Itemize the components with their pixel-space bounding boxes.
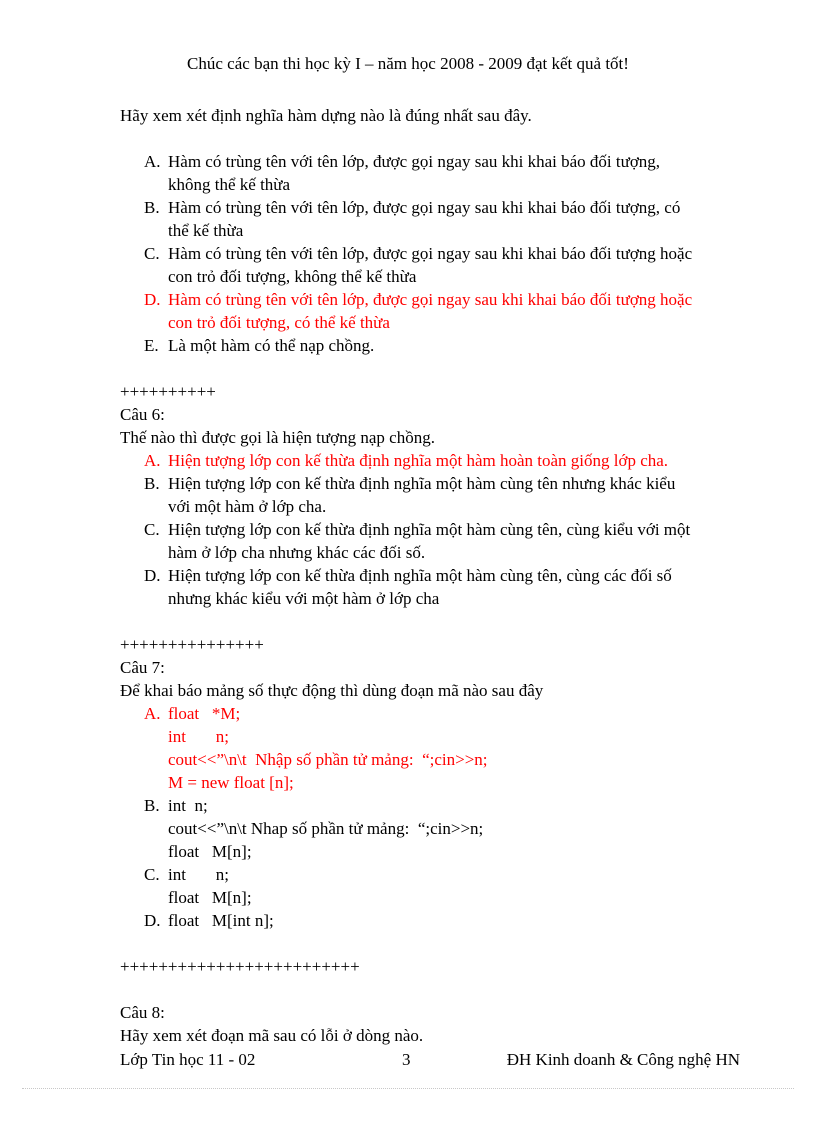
q7-option-b xyxy=(120,794,760,863)
page-number: 3 xyxy=(402,1050,411,1069)
option-letter: A. xyxy=(144,704,161,723)
q5-option-a xyxy=(120,150,760,196)
option-letter: A. xyxy=(144,451,161,470)
option-text: Hàm có trùng tên với tên lớp, được gọi ngay sau khi khai báo đối tượng, xyxy=(168,152,661,171)
option-text: Hiện tượng lớp con kế thừa định nghĩa một hàm hoàn toàn giống lớp cha. xyxy=(168,451,669,470)
q6-options xyxy=(120,449,760,610)
q8-prompt: Hãy xem xét đoạn mã sau có lỗi ở dòng nào. xyxy=(120,1026,424,1045)
option-letter: D. xyxy=(144,911,161,930)
option-text: thể kế thừa xyxy=(168,221,244,240)
option-letter: D. xyxy=(144,566,161,585)
page-content xyxy=(120,104,760,1047)
q5-options xyxy=(120,150,760,357)
option-text: con trỏ đối tượng, có thể kế thừa xyxy=(168,313,390,332)
option-text: con trỏ đối tượng, không thể kế thừa xyxy=(168,267,417,286)
code-line: float *M; xyxy=(168,704,241,723)
option-text: Là một hàm có thể nạp chồng. xyxy=(168,336,375,355)
code-line: int n; xyxy=(168,727,229,746)
option-text: không thể kế thừa xyxy=(168,175,291,194)
code-line: float M[n]; xyxy=(168,888,252,907)
page-header: Chúc các bạn thi học kỳ I – năm học 2008 - 2009 đạt kết quả tốt! xyxy=(187,54,629,73)
code-line: M = new float [n]; xyxy=(168,773,294,792)
code-line: cout<<”\n\t Nhập số phần tử mảng: “;cin>>n; xyxy=(168,750,488,769)
q7-options xyxy=(120,702,760,932)
footer-school: ĐH Kinh doanh & Công nghệ HN xyxy=(506,1050,740,1069)
q5-option-e xyxy=(120,334,760,357)
separator: +++++++++++++++ xyxy=(120,635,264,654)
option-letter: B. xyxy=(144,474,160,493)
code-line: int n; xyxy=(168,865,229,884)
q5-option-d-answer xyxy=(120,288,760,334)
option-letter: B. xyxy=(144,796,160,815)
option-letter: D. xyxy=(144,290,161,309)
option-letter: C. xyxy=(144,520,160,539)
code-line: float M[int n]; xyxy=(168,911,274,930)
option-text: với một hàm ở lớp cha. xyxy=(168,497,327,516)
code-line: cout<<”\n\t Nhap số phần tử mảng: “;cin>>n; xyxy=(168,819,484,838)
q7-option-c xyxy=(120,863,760,909)
option-text: Hiện tượng lớp con kế thừa định nghĩa một hàm cùng tên, cùng kiểu với một xyxy=(168,520,691,539)
option-letter: C. xyxy=(144,244,160,263)
q6-option-c xyxy=(120,518,760,564)
q7-prompt: Để khai báo mảng số thực động thì dùng đoạn mã nào sau đây xyxy=(120,681,544,700)
option-letter: B. xyxy=(144,198,160,217)
footer-class: Lớp Tin học 11 - 02 xyxy=(120,1050,256,1069)
q8-label: Câu 8: xyxy=(120,1003,165,1022)
separator: +++++++++++++++++++++++++ xyxy=(120,957,360,976)
option-letter: C. xyxy=(144,865,160,884)
q5-option-b xyxy=(120,196,760,242)
q7-option-d xyxy=(120,909,760,932)
option-text: Hàm có trùng tên với tên lớp, được gọi ngay sau khi khai báo đối tượng hoặc xyxy=(168,244,693,263)
separator: ++++++++++ xyxy=(120,382,216,401)
option-text: Hiện tượng lớp con kế thừa định nghĩa một hàm cùng tên nhưng khác kiểu xyxy=(168,474,676,493)
q6-label: Câu 6: xyxy=(120,405,165,424)
q7-option-a-answer xyxy=(120,702,760,794)
q5-prompt: Hãy xem xét định nghĩa hàm dựng nào là đúng nhất sau đây. xyxy=(120,106,532,125)
option-text: Hiện tượng lớp con kế thừa định nghĩa một hàm cùng tên, cùng các đối số xyxy=(168,566,672,585)
q6-option-d xyxy=(120,564,760,610)
code-line: int n; xyxy=(168,796,208,815)
option-text: Hàm có trùng tên với tên lớp, được gọi ngay sau khi khai báo đối tượng, có xyxy=(168,198,681,217)
option-text: nhưng khác kiểu với một hàm ở lớp cha xyxy=(168,589,440,608)
option-letter: A. xyxy=(144,152,161,171)
q5-option-c xyxy=(120,242,760,288)
code-line: float M[n]; xyxy=(168,842,252,861)
option-text: hàm ở lớp cha nhưng khác các đối số. xyxy=(168,543,426,562)
q6-option-a-answer xyxy=(120,449,760,472)
page-footer xyxy=(120,1050,740,1073)
page-bottom-rule xyxy=(22,1088,794,1089)
option-letter: E. xyxy=(144,336,159,355)
q7-label: Câu 7: xyxy=(120,658,165,677)
option-text: Hàm có trùng tên với tên lớp, được gọi ngay sau khi khai báo đối tượng hoặc xyxy=(168,290,693,309)
q6-option-b xyxy=(120,472,760,518)
q6-prompt: Thế nào thì được gọi là hiện tượng nạp chồng. xyxy=(120,428,435,447)
